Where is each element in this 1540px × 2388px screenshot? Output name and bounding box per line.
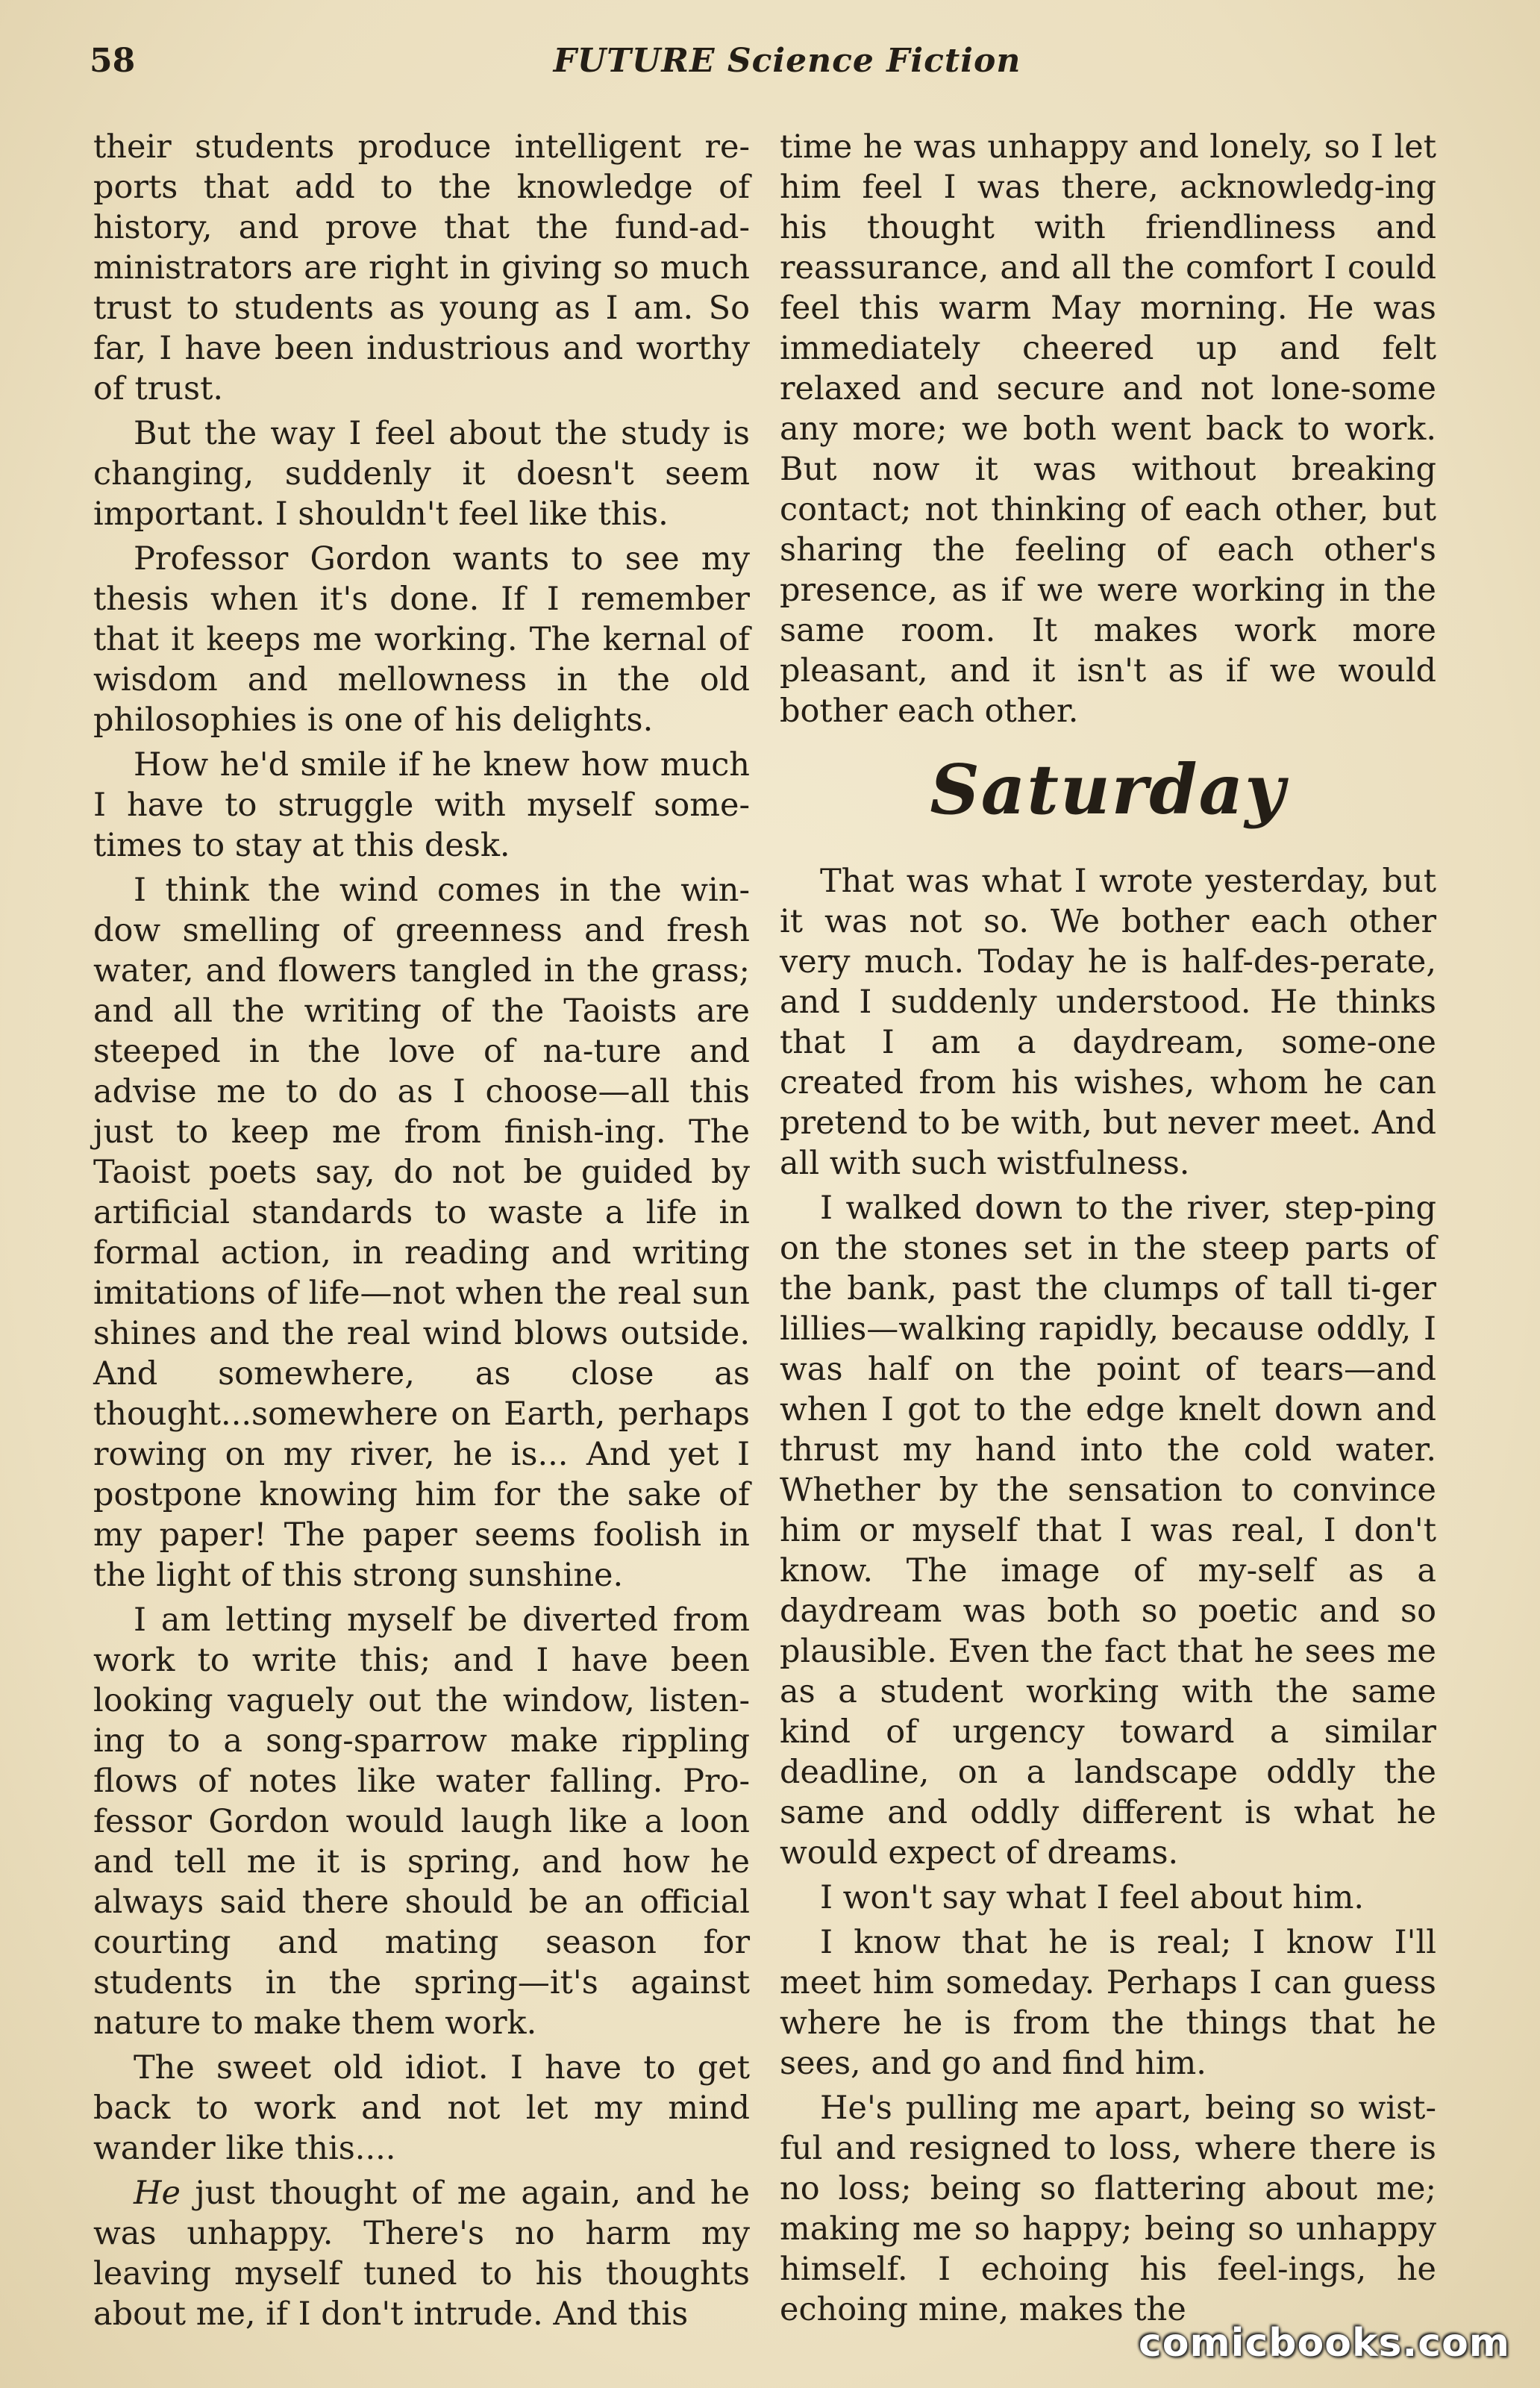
paragraph: But the way I feel about the study is changing, suddenly it doesn't seem important. I shouldn't feel like this. bbox=[93, 415, 750, 533]
emphasized-word: He bbox=[134, 2175, 181, 2212]
paragraph-with-emphasis bbox=[93, 2173, 750, 2334]
paragraph: How he'd smile if he knew how much I have to struggle with myself some-times to stay at this desk. bbox=[93, 746, 750, 864]
paragraph: The sweet old idiot. I have to get back to work and not let my mind wander like this.... bbox=[93, 2049, 750, 2167]
paragraph: He's pulling me apart, being so wist-ful and resigned to loss, where there is no loss; being so flattering about me; making me so happy; being so unhappy himself. I echoing his feel-ings, he echoing mine, makes the bbox=[780, 2090, 1436, 2328]
page-number: 58 bbox=[90, 42, 136, 80]
paragraph: time he was unhappy and lonely, so I let him feel I was there, acknowledg-ing his thought with friendliness and reassurance, and all the comfort I could feel this warm May morning. He was immediately cheered up and felt relaxed and secure and not lone-some any more; we both went back to work. But now it was without breaking contact; not thinking of each other, but sharing the feeling of each other's presence, as if we were working in the same room. It makes work more pleasant, and it isn't as if we would bother each other. bbox=[780, 128, 1436, 730]
watermark: comicbooks.com bbox=[1138, 2321, 1510, 2366]
section-heading: Saturday bbox=[930, 749, 1286, 830]
paragraph: I am letting myself be diverted from work to write this; and I have been looking vaguely out the window, listen-ing to a song-sparrow make rippling flows of notes like water falling. Pro-fessor Gordon would laugh like a loon and tell me it is spring, and how he always said there should be an official courting and mating season for students in the spring—it's against nature to make them work. bbox=[93, 1601, 750, 2042]
left-column bbox=[93, 127, 750, 2339]
paragraph: I know that he is real; I know I'll meet him someday. Perhaps I can guess where he is from the things that he sees, and go and find him. bbox=[780, 1924, 1436, 2082]
paragraph: I walked down to the river, step-ping on the stones set in the steep parts of the bank, past the clumps of tall ti-ger lillies—walking rapidly, because oddly, I was half on the point of tears—and when I got to the edge knelt down and thrust my hand into the cold water. Whether by the sensation to convince him or myself that I was real, I don't know. The image of my-self as a daydream was both so poetic and so plausible. Even the fact that he sees me as a student working with the same kind of urgency toward a similar deadline, on a landscape oddly the same and oddly different is what he would expect of dreams. bbox=[780, 1190, 1436, 1872]
running-head: FUTURE Science Fiction bbox=[553, 42, 1021, 80]
paragraph: I think the wind comes in the win-dow smelling of greenness and fresh water, and flowers tangled in the grass; and all the writing of the Taoists are steeped in the love of na-ture and advise me to do as I choose—all this just to keep me from finish-ing. The Taoist poets say, do not be guided by artificial standards to waste a life in formal action, in reading and writing imitations of life—not when the real sun shines and the real wind blows outside. And somewhere, as close as thought...somewhere on Earth, perhaps rowing on my river, he is... And yet I postpone knowing him for the sake of my paper! The paper seems foolish in the light of this strong sunshine. bbox=[93, 872, 750, 1594]
paragraph: Professor Gordon wants to see my thesis when it's done. If I remember that it keeps me working. The kernal of wisdom and mellowness in the old philosophies is one of his delights. bbox=[93, 540, 750, 739]
right-column bbox=[780, 127, 1436, 2334]
page-header bbox=[90, 42, 1485, 94]
paragraph: I won't say what I feel about him. bbox=[820, 1879, 1365, 1916]
paragraph: their students produce intelligent re-ports that add to the knowledge of history, and prove that the fund-ad-ministrators are right in giving so much trust to students as young as I am. So far, I have been industrious and worthy of trust. bbox=[93, 128, 750, 407]
paragraph-text: just thought of me again, and he was unhappy. There's no harm my leaving myself tuned to his thoughts about me, if I don't intrude. And this bbox=[93, 2175, 751, 2333]
paragraph: That was what I wrote yesterday, but it was not so. We bother each other very much. Today he is half-des-perate, and I suddenly understood. He thinks that I am a daydream, some-one created from his wishes, whom he can pretend to be with, but never meet. And all with such wistfulness. bbox=[780, 863, 1436, 1182]
